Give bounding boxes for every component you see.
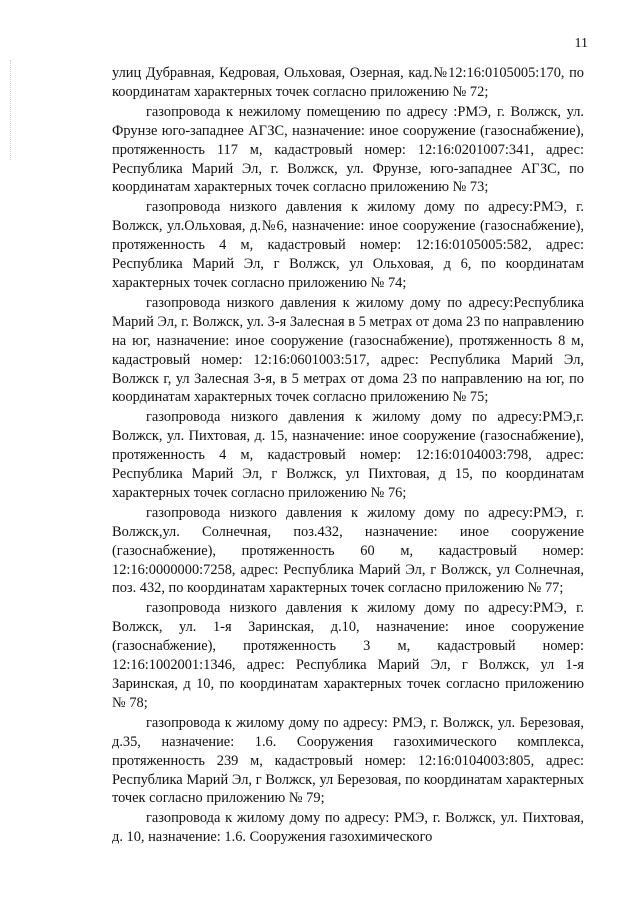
paragraph-item-79: газопровода к жилому дому по адресу: РМЭ, г. Волжск, ул. Березовая, д.35, назначение: 1.6. Сооружения газохимического комплекса, протяженность 239 м, кадастровый номер: 12:16:0104003:805, адрес: Республика Марий Эл, г Волжск, ул Березовая, по координатам характерных точек согласно приложению № 79;	[112, 714, 584, 807]
paragraph-continuation: улиц Дубравная, Кедровая, Ольховая, Озерная, кад.№12:16:0105005:170, по координатам характерных точек согласно приложению № 72;	[112, 65, 584, 100]
document-body	[112, 64, 584, 848]
paragraph-item-73: газопровода к нежилому помещению по адресу :РМЭ, г. Волжск, ул. Фрунзе юго-западнее АГЗС, назначение: иное сооружение (газоснабжение), протяженность 117 м, кадастровый номер: 12:16:0201007:341, адрес: Республика Марий Эл, г. Волжск, ул. Фрунзе, юго-западнее АГЗС, по координатам характерных точек согласно приложению № 73;	[112, 103, 584, 196]
paragraph-item-74: газопровода низкого давления к жилому дому по адресу:РМЭ, г. Волжск, ул.Ольховая, д.№6, назначение: иное сооружение (газоснабжение), протяженность 4 м, кадастровый номер: 12:16:0105005:582, адрес: Республика Марий Эл, г Волжск, ул Ольховая, д 6, по координатам характерных точек согласно приложению № 74;	[112, 199, 584, 291]
paragraph-item-76: газопровода низкого давления к жилому дому по адресу:РМЭ,г. Волжск, ул. Пихтовая, д. 15, назначение: иное сооружение (газоснабжение), протяженность 4 м, кадастровый номер: 12:16:0104003:798, адрес: Республика Марий Эл, г Волжск, ул Пихтовая, д 15, по координатам характерных точек согласно приложению № 76;	[112, 409, 584, 501]
paragraph-item-80-partial: газопровода к жилому дому по адресу: РМЭ, г. Волжск, ул. Пихтовая, д. 10, назначение: 1.6. Сооружения газохимического	[112, 810, 584, 846]
paragraph-item-77: газопровода низкого давления к жилому дому по адресу:РМЭ, г. Волжск,ул. Солнечная, поз.432, назначение: иное сооружение (газоснабжение), протяженность 60 м, кадастровый номер: 12:16:0000000:7258, адрес: Республика Марий Эл, г Волжск, ул Солнечная, поз. 432, по координатам характерных точек согласно приложению № 77;	[112, 504, 584, 597]
paragraph-item-75: газопровода низкого давления к жилому дому по адресу:Республика Марий Эл, г. Волжск, ул. 3-я Залесная в 5 метрах от дома 23 по направлению на юг, назначение: иное сооружение (газоснабжение), протяженность 8 м, кадастровый номер: 12:16:0601003:517, адрес: Республика Марий Эл, Волжск г, ул Залесная 3-я, в 5 метрах от дома 23 по направлению на юг, по координатам характерных точек согласно приложению № 75;	[112, 294, 584, 406]
page-number: 11	[574, 36, 588, 51]
margin-dots	[10, 60, 12, 160]
paragraph-item-78: газопровода низкого давления к жилому дому по адресу:РМЭ, г. Волжск, ул. 1-я Заринская, д.10, назначение: иное сооружение (газоснабжение), протяженность 3 м, кадастровый номер: 12:16:1002001:1346, адрес: Республика Марий Эл, г Волжск, ул 1-я Заринская, д 10, по координатам характерных точек согласно приложению № 78;	[112, 600, 584, 711]
